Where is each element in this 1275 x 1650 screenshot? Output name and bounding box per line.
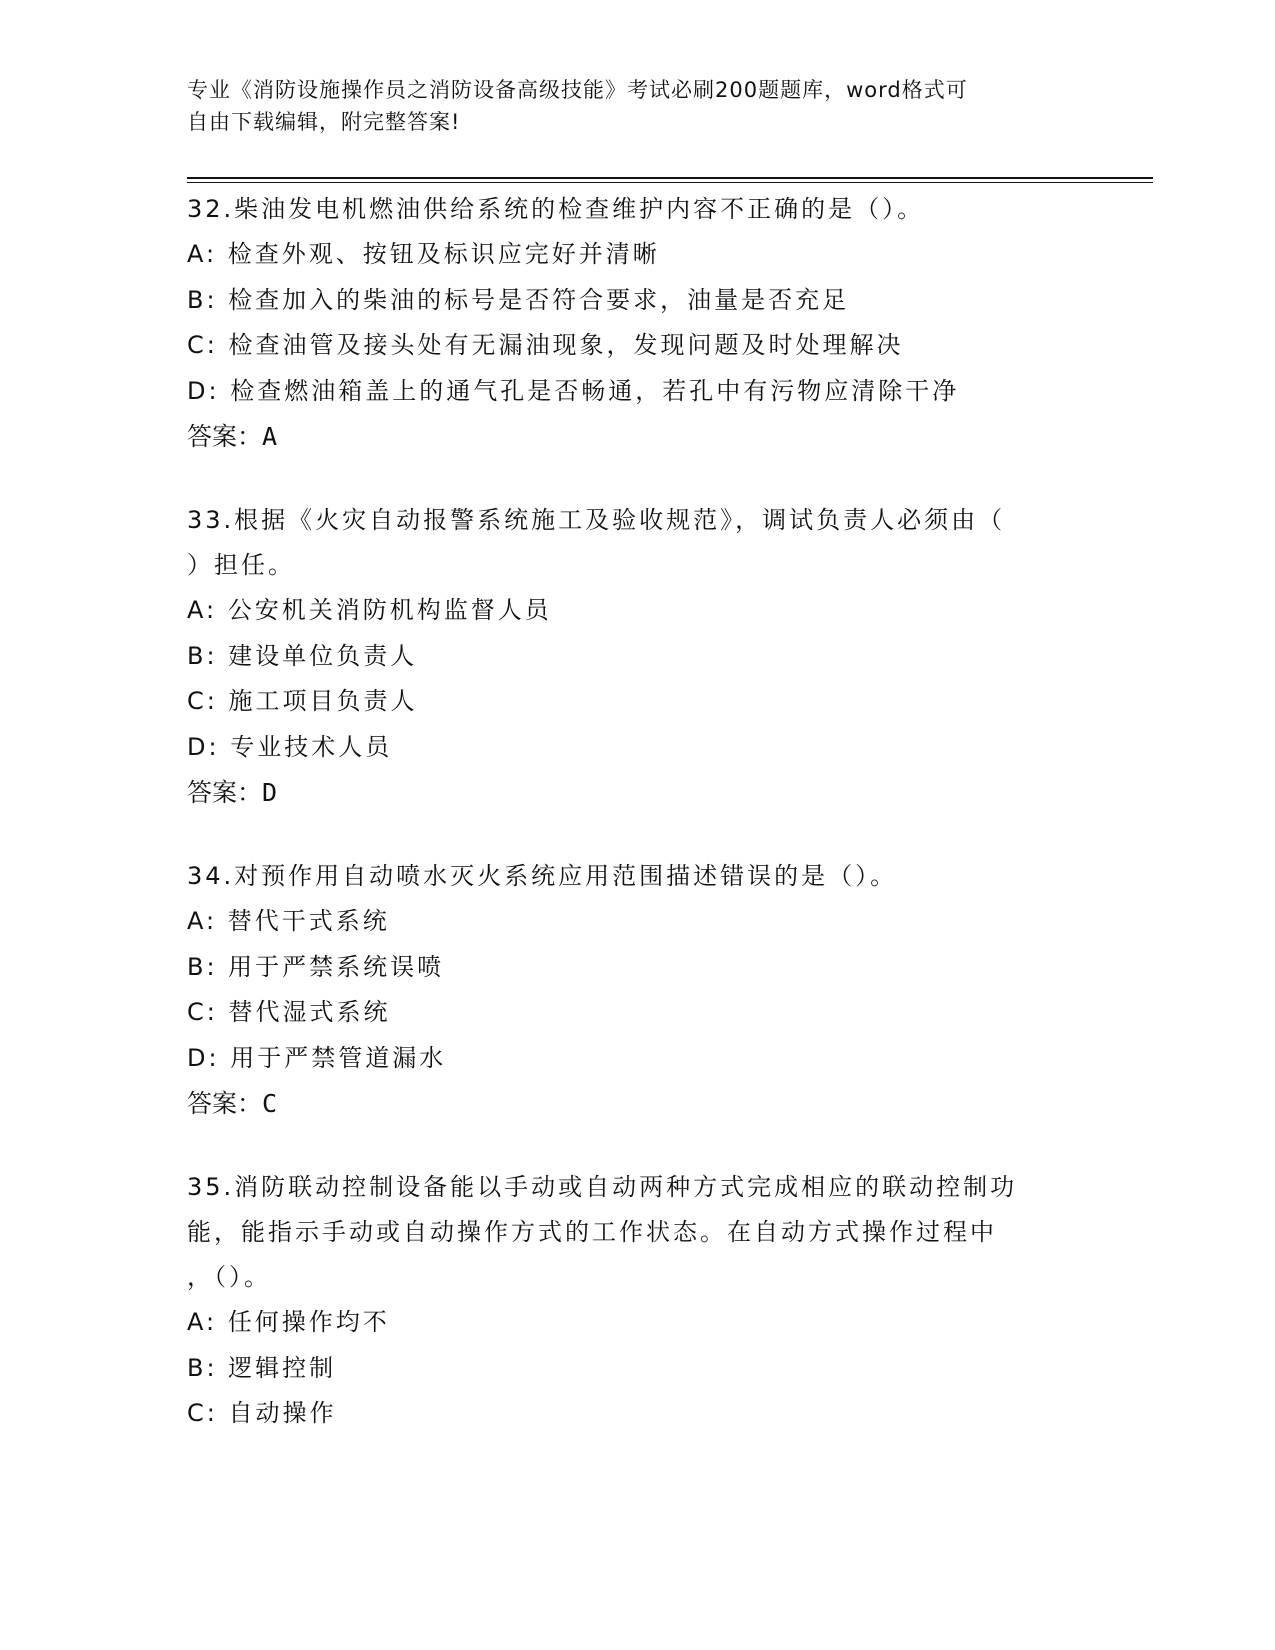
answer-line bbox=[187, 1081, 1087, 1126]
option-b: B: 检查加入的柴油的标号是否符合要求，油量是否充足 bbox=[187, 285, 850, 314]
option-a: A: 检查外观、按钮及标识应完好并清晰 bbox=[187, 240, 660, 268]
option-a: A: 替代干式系统 bbox=[187, 907, 390, 935]
answer-value: D bbox=[262, 778, 278, 807]
option-a: A: 任何操作均不 bbox=[187, 1308, 390, 1336]
question-32 bbox=[187, 187, 1087, 459]
question-34 bbox=[187, 854, 1087, 1126]
option-c: C: 自动操作 bbox=[187, 1399, 337, 1427]
question-35 bbox=[187, 1165, 1087, 1437]
question-stem-continuation: ）担任。 bbox=[187, 551, 295, 579]
option-d: D: 用于严禁管道漏水 bbox=[187, 1043, 447, 1072]
option-c: C: 替代湿式系统 bbox=[187, 998, 391, 1026]
question-stem: 32.柴油发电机燃油供给系统的检查维护内容不正确的是（）。 bbox=[187, 195, 925, 223]
option-c: C: 检查油管及接头处有无漏油现象，发现问题及时处理解决 bbox=[187, 331, 904, 359]
question-33 bbox=[187, 498, 1087, 815]
question-list bbox=[187, 187, 1087, 1476]
question-stem: 35.消防联动控制设备能以手动或自动两种方式完成相应的联动控制功 bbox=[187, 1173, 1018, 1201]
option-c: C: 施工项目负责人 bbox=[187, 687, 418, 715]
option-a: A: 公安机关消防机构监督人员 bbox=[187, 596, 552, 624]
option-d: D: 检查燃油箱盖上的通气孔是否畅通，若孔中有污物应清除干净 bbox=[187, 376, 960, 405]
answer-label: 答案： bbox=[187, 1089, 263, 1118]
answer-value: A bbox=[262, 422, 278, 451]
option-b: B: 建设单位负责人 bbox=[187, 641, 418, 670]
question-stem: 33.根据《火灾自动报警系统施工及验收规范》，调试负责人必须由（ bbox=[187, 506, 1006, 534]
answer-value: C bbox=[262, 1089, 278, 1118]
option-d: D: 专业技术人员 bbox=[187, 732, 393, 761]
answer-label: 答案： bbox=[187, 422, 263, 451]
header-line-1: 专业《消防设施操作员之消防设备高级技能》考试必刷200题题库，word格式可 bbox=[187, 78, 968, 102]
answer-label: 答案： bbox=[187, 778, 263, 807]
option-b: B: 用于严禁系统误喷 bbox=[187, 952, 445, 981]
header-line-2: 自由下载编辑，附完整答案! bbox=[187, 110, 461, 134]
document-header bbox=[187, 74, 1067, 138]
header-divider-thin bbox=[187, 182, 1153, 183]
question-stem: 34.对预作用自动喷水灭火系统应用范围描述错误的是（）。 bbox=[187, 862, 898, 890]
answer-line bbox=[187, 770, 1087, 815]
question-stem-continuation: 能，能指示手动或自动操作方式的工作状态。在自动方式操作过程中 bbox=[187, 1218, 997, 1246]
header-divider-thick bbox=[187, 177, 1153, 179]
answer-line bbox=[187, 414, 1087, 459]
question-stem-continuation: ，（）。 bbox=[187, 1263, 271, 1291]
option-b: B: 逻辑控制 bbox=[187, 1353, 337, 1382]
